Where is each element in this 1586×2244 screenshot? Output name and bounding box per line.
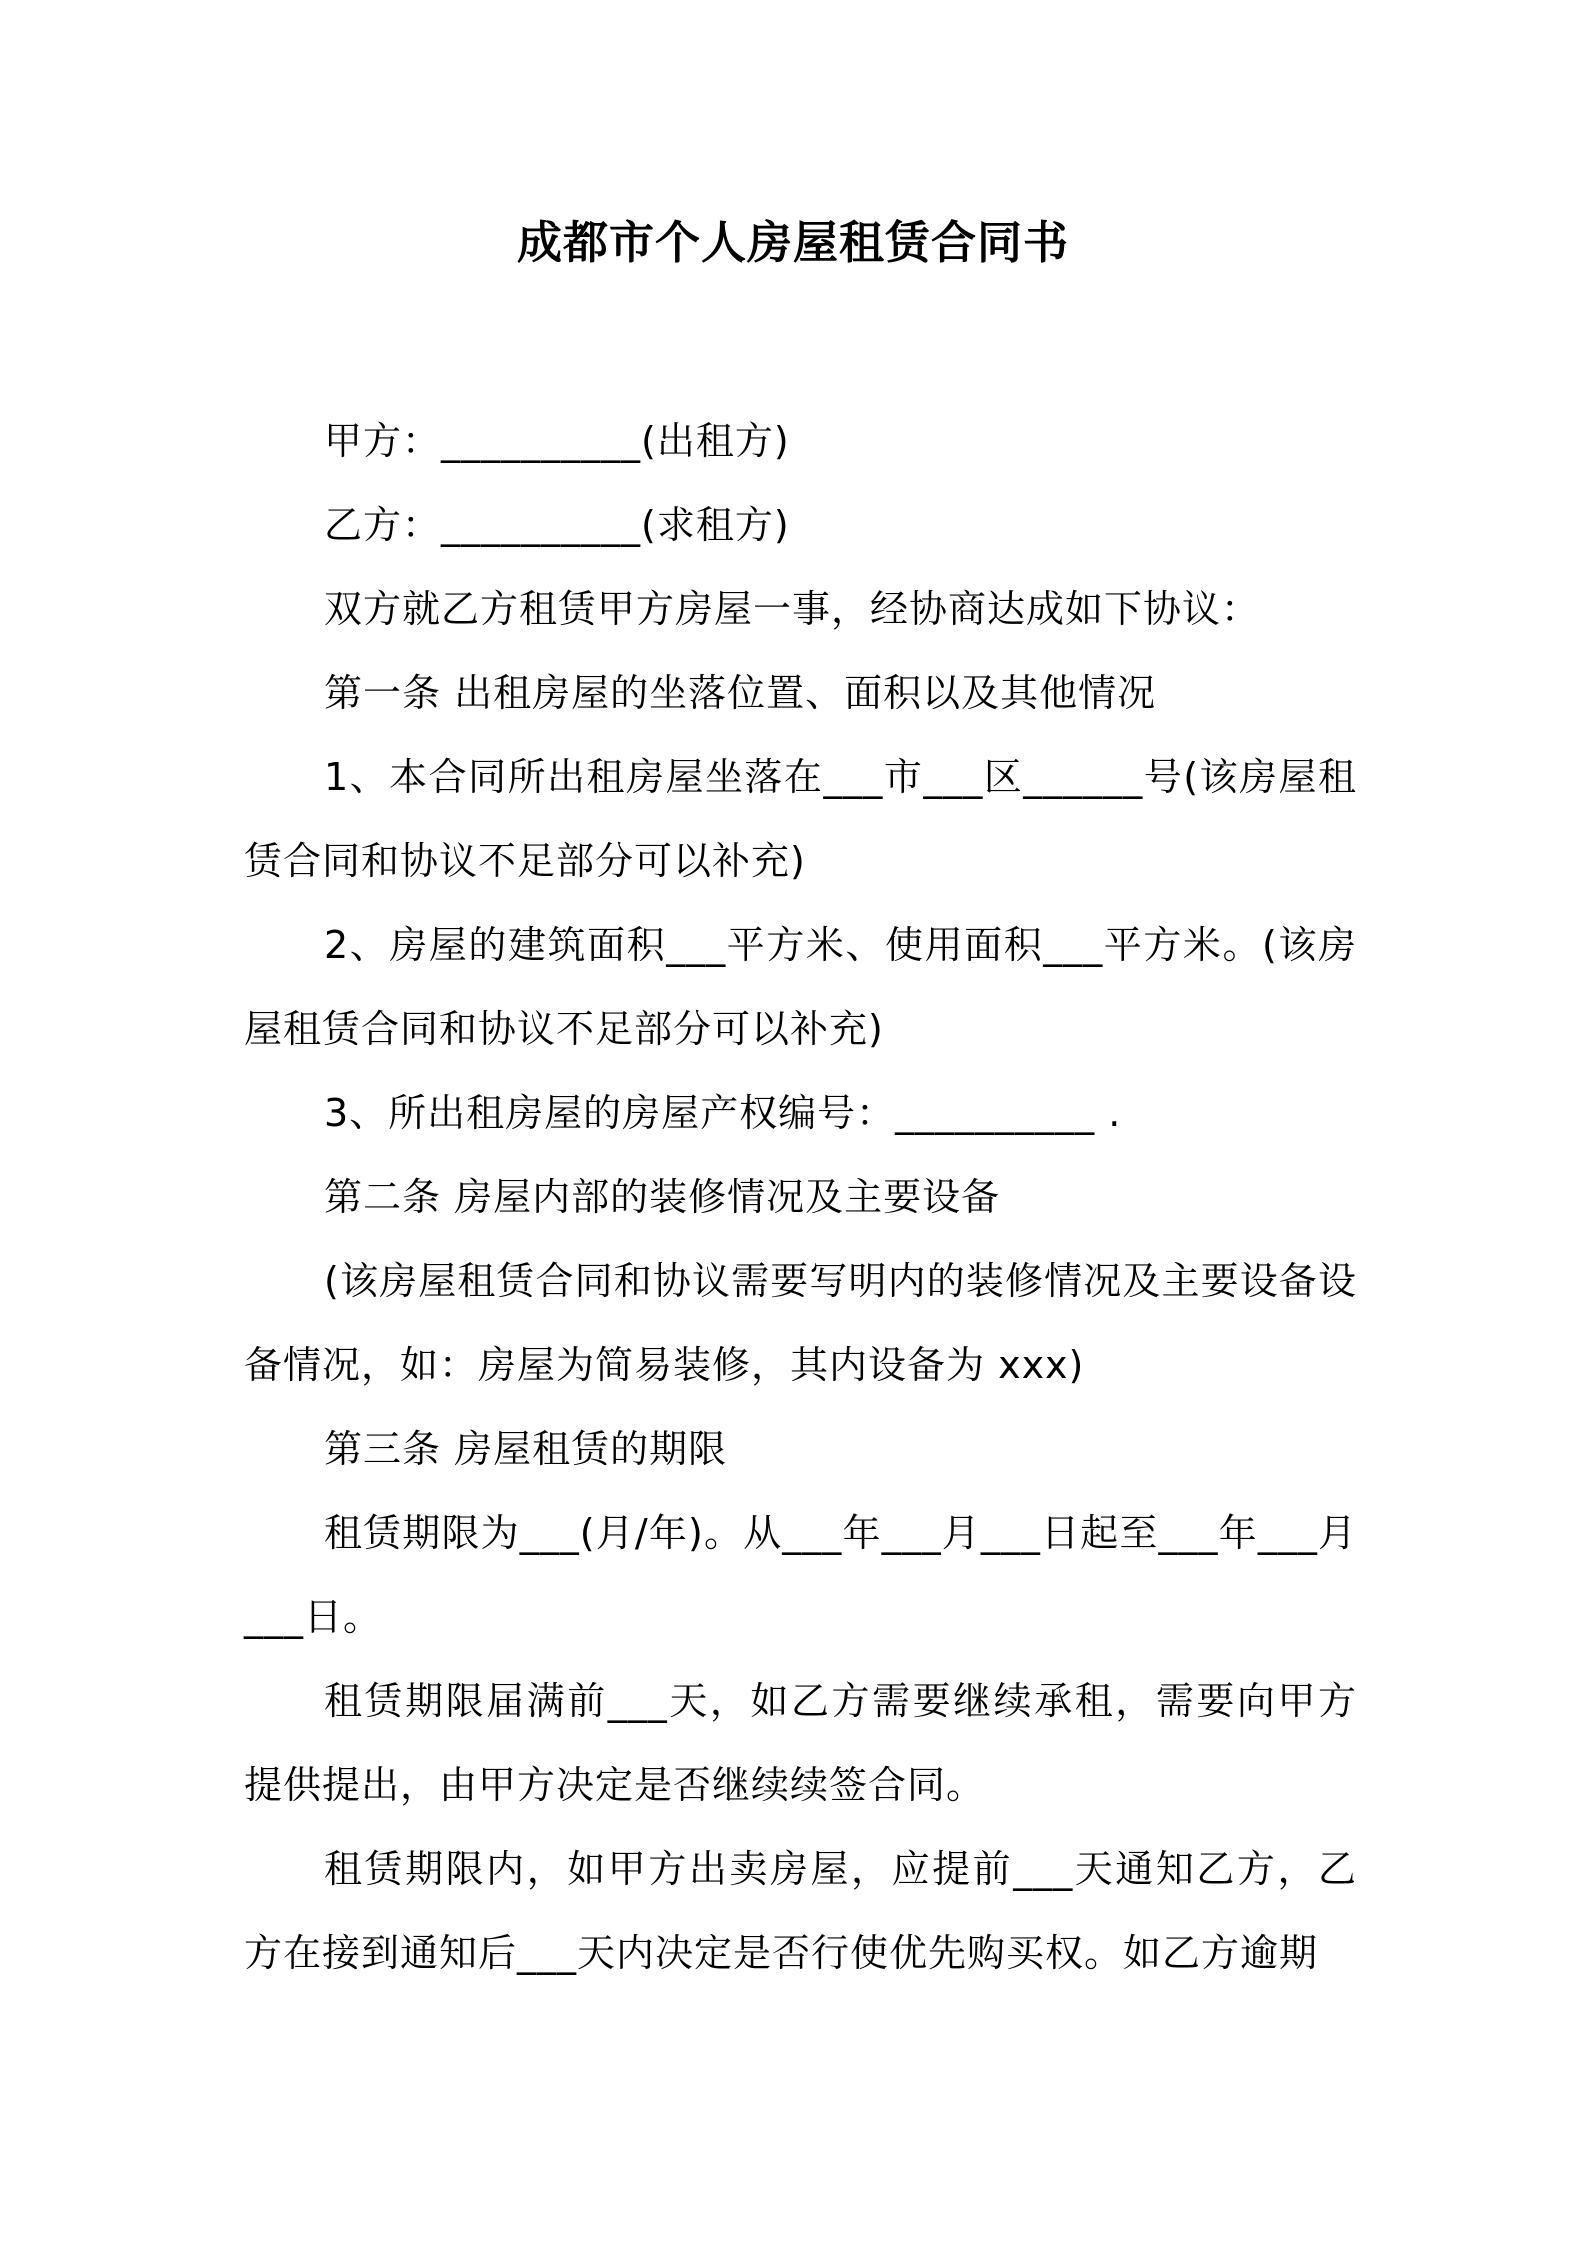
article-1-clause-2: 2、房屋的建筑面积___平方米、使用面积___平方米。(该房屋租赁合同和协议不足部分可以补充) — [244, 923, 1357, 1051]
article-2-heading: 第二条 房屋内部的装修情况及主要设备 — [324, 1175, 1001, 1219]
document-body — [244, 399, 1357, 1995]
article-3-heading: 第三条 房屋租赁的期限 — [324, 1427, 728, 1471]
party-a-line: 甲方：__________(出租方) — [324, 419, 790, 463]
party-b-line: 乙方：__________(求租方) — [324, 503, 790, 547]
article-1-heading: 第一条 出租房屋的坐落位置、面积以及其他情况 — [324, 671, 1157, 715]
document-title: 成都市个人房屋租赁合同书 — [516, 216, 1069, 269]
article-2-note: (该房屋租赁合同和协议需要写明内的装修情况及主要设备设备情况，如：房屋为简易装修，其内设备为 xxx) — [244, 1259, 1357, 1387]
sale-notice-paragraph: 租赁期限内，如甲方出卖房屋，应提前___天通知乙方，乙方在接到通知后___天内决定是否行使优先购买权。如乙方逾期 — [244, 1847, 1357, 1975]
lease-term-paragraph: 租赁期限为___(月/年)。从___年___月___日起至___年___月___日。 — [244, 1511, 1357, 1639]
agreement-intro: 双方就乙方租赁甲方房屋一事，经协商达成如下协议： — [324, 587, 1261, 631]
article-1-clause-1: 1、本合同所出租房屋坐落在___市___区______号(该房屋租赁合同和协议不足部分可以补充) — [244, 755, 1357, 883]
renewal-paragraph: 租赁期限届满前___天，如乙方需要继续承租，需要向甲方提供提出，由甲方决定是否继续续签合同。 — [244, 1679, 1357, 1807]
article-1-clause-3: 3、所出租房屋的房屋产权编号：__________ . — [324, 1091, 1122, 1135]
